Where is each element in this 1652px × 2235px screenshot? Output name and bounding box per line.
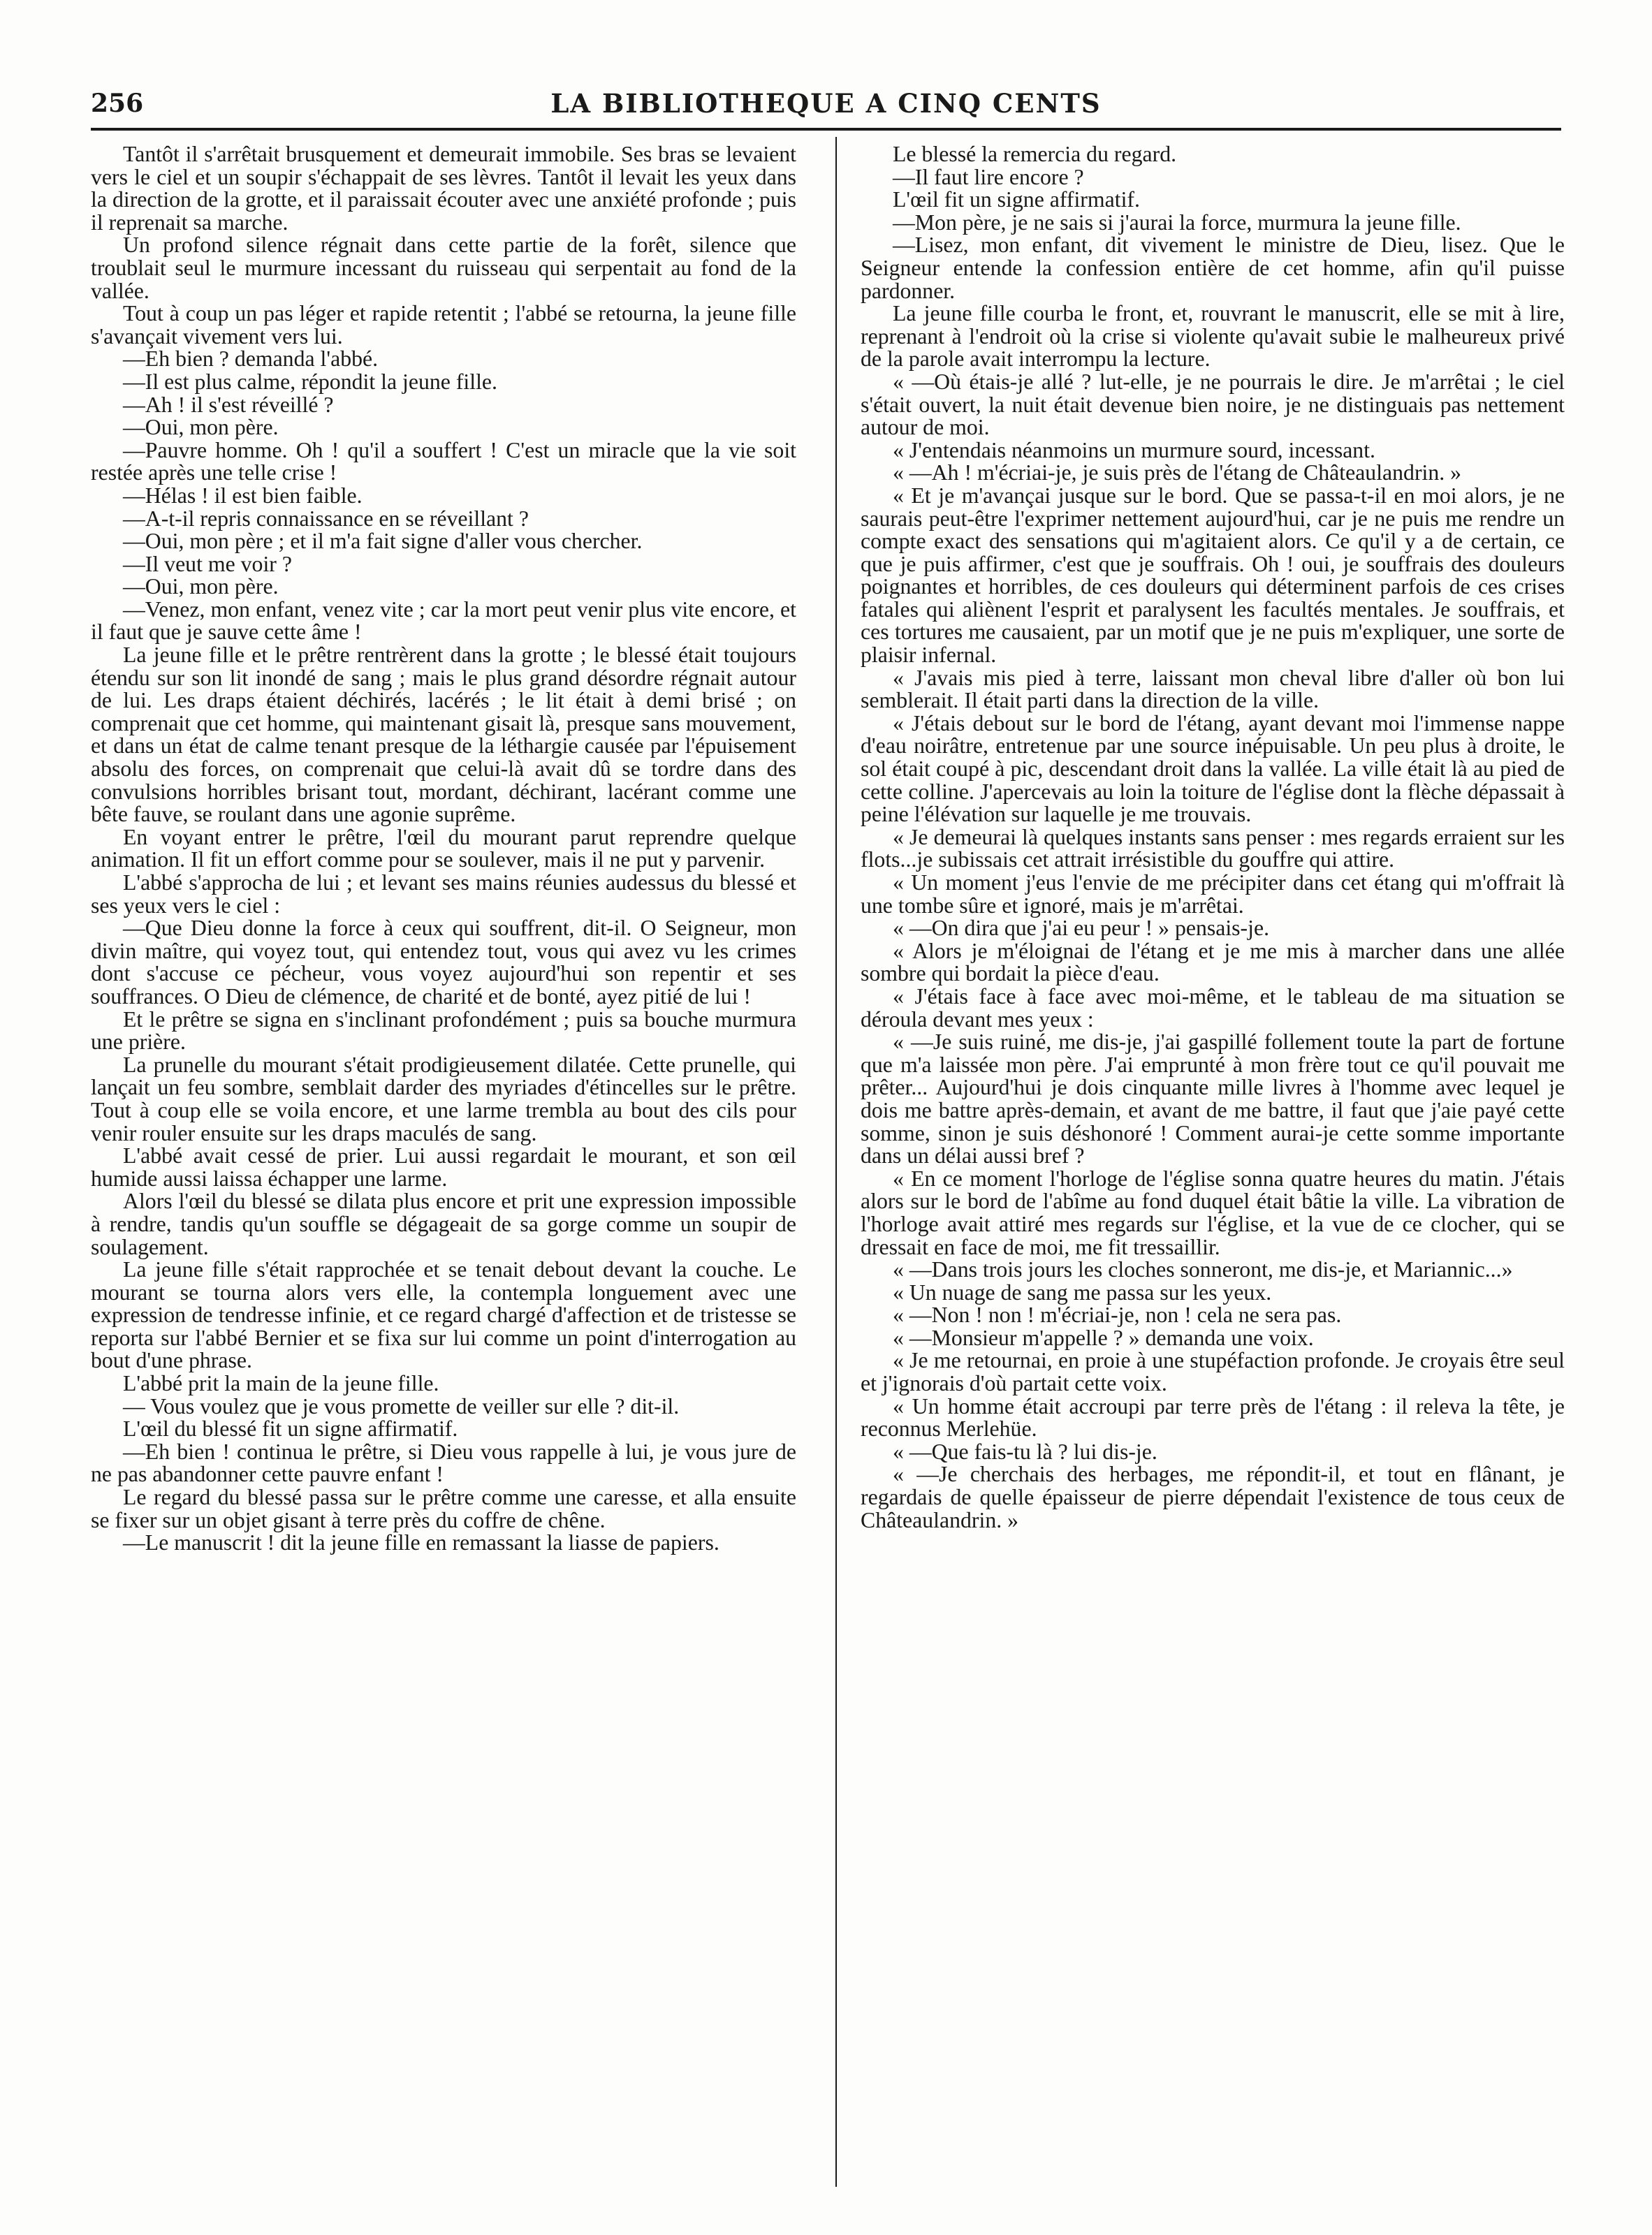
paragraph: « Un homme était accroupi par terre près de l'étang : il releva la tête, je reconnus Merlehüe. xyxy=(861,1393,1565,1442)
paragraph: L'abbé prit la main de la jeune fille. xyxy=(123,1371,439,1396)
paragraph: « —Dans trois jours les cloches sonneront, me dis-je, et Mariannic...» xyxy=(893,1257,1513,1282)
left-column xyxy=(91,143,796,2183)
paragraph: Le blessé la remercia du regard. xyxy=(893,143,1177,166)
paragraph: La prunelle du mourant s'était prodigieusement dilatée. Cette prunelle, qui lançait un feu sombre, semblait darder des myriades d'étincelles sur le prêtre. Tout à coup elle se voila encore, et une larme trembla au bout des cils pour venir rouler ensuite sur les draps maculés de sang. xyxy=(91,1052,796,1145)
paragraph: —Hélas ! il est bien faible. xyxy=(123,483,363,508)
paragraph: Tantôt il s'arrêtait brusquement et demeurait immobile. Ses bras se levaient vers le ciel et un soupir s'échappait de ses lèvres. Tantôt il levait les yeux dans la direction de la grotte, et il paraissait écouter avec une anxiété profonde ; puis il reprenait sa marche. xyxy=(91,143,796,235)
paragraph: « Alors je m'éloignai de l'étang et je me mis à marcher dans une allée sombre qui bordait la pièce d'eau. xyxy=(861,938,1565,986)
paragraph: « J'avais mis pied à terre, laissant mon cheval libre d'aller où bon lui semblerait. Il était parti dans la direction de la ville. xyxy=(861,665,1565,713)
paragraph: —Mon père, je ne sais si j'aurai la force, murmura la jeune fille. xyxy=(893,210,1461,235)
paragraph: —Il est plus calme, répondit la jeune fille. xyxy=(123,369,497,394)
paragraph: « Je demeurai là quelques instants sans penser : mes regards erraient sur les flots...je subissais cet attrait irrésistible du gouffre qui attire. xyxy=(861,824,1565,872)
paragraph: —Oui, mon père. xyxy=(123,415,279,440)
paragraph: « —Non ! non ! m'écriai-je, non ! cela ne sera pas. xyxy=(893,1303,1342,1328)
paragraph: « Et je m'avançai jusque sur le bord. Que se passa-t-il en moi alors, je ne saurais peut-être l'exprimer nettement aujourd'hui, car je ne puis me rendre un compte exact des sensations qui m'agitaient alors. Ce qu'il y a de certain, ce que je puis affirmer, c'est que je souffrais. Oh ! oui, je souffrais des douleurs poignantes et horribles, de ces douleurs qui déterminent parfois de ces crises fatales qui aliènent l'esprit et paralysent les facultés mentales. Je souffrais, et ces tortures me causaient, par un motif que je ne puis m'expliquer, une sorte de plaisir infernal. xyxy=(861,483,1565,668)
paragraph: —Ah ! il s'est réveillé ? xyxy=(123,392,334,417)
page-header xyxy=(91,82,1561,124)
paragraph: — Vous voulez que je vous promette de veiller sur elle ? dit-il. xyxy=(123,1393,680,1419)
paragraph: L'œil fit un signe affirmatif. xyxy=(893,187,1140,212)
paragraph: « —Ah ! m'écriai-je, je suis près de l'étang de Châteaulandrin. » xyxy=(893,460,1462,485)
page-number: 256 xyxy=(91,89,144,118)
paragraph: —Que Dieu donne la force à ceux qui souffrent, dit-il. O Seigneur, mon divin maître, qui voyez tout, qui entendez tout, vous qui avez vu les crimes dont s'accuse ce pécheur, vous voyez aujourd'hui son repentir et ses souffrances. O Dieu de clémence, de charité et de bonté, ayez pitié de lui ! xyxy=(91,916,796,1009)
paragraph: —Il veut me voir ? xyxy=(123,551,292,576)
paragraph: L'abbé s'approcha de lui ; et levant ses mains réunies audessus du blessé et ses yeux vers le ciel : xyxy=(91,870,796,918)
paragraph: —Oui, mon père. xyxy=(123,574,279,599)
paragraph: La jeune fille et le prêtre rentrèrent dans la grotte ; le blessé était toujours étendu sur son lit inondé de sang ; mais le plus grand désordre régnait autour de lui. Les draps étaient déchirés, lacérés ; le lit était à demi brisé ; on comprenait que cet homme, qui maintenant gisait là, presque sans mouvement, et dans un état de calme tenant presque de la léthargie causée par l'épuisement absolu des forces, on comprenait que celui-là avait dû se tordre dans des convulsions horribles brisant tout, mordant, déchirant, lacérant comme une bête fauve, se roulant dans une agonie suprême. xyxy=(91,643,796,827)
paragraph: « J'étais debout sur le bord de l'étang, ayant devant moi l'immense nappe d'eau noirâtre, entretenue par une source inépuisable. Un peu plus à droite, le sol était coupé à pic, descendant droit dans la vallée. La ville était là au pied de cette colline. J'apercevais au loin la toiture de l'église dont la flèche dépassait à peine l'élévation sur laquelle je me trouvais. xyxy=(861,710,1565,827)
paragraph: L'abbé avait cessé de prier. Lui aussi regardait le mourant, et son œil humide aussi laissa échapper une larme. xyxy=(91,1143,796,1191)
paragraph: Un profond silence régnait dans cette partie de la forêt, silence que troublait seul le murmure incessant du ruisseau qui serpentait au fond de la vallée. xyxy=(91,233,796,303)
column-divider xyxy=(835,137,837,2187)
paragraph: « J'entendais néanmoins un murmure sourd, incessant. xyxy=(893,437,1375,462)
paragraph: —Le manuscrit ! dit la jeune fille en remassant la liasse de papiers. xyxy=(123,1530,719,1555)
paragraph: « J'étais face à face avec moi-même, et le tableau de ma situation se déroula devant mes yeux : xyxy=(861,983,1565,1032)
running-title: LA BIBLIOTHEQUE A CINQ CENTS xyxy=(550,88,1102,119)
paragraph: —A-t-il repris connaissance en se réveillant ? xyxy=(123,506,529,531)
paragraph: « Un nuage de sang me passa sur les yeux. xyxy=(893,1280,1272,1305)
paragraph: « Je me retournai, en proie à une stupéfaction profonde. Je croyais être seul et j'ignorais d'où partait cette voix. xyxy=(861,1348,1565,1396)
paragraph: « —Où étais-je allé ? lut-elle, je ne pourrais le dire. Je m'arrêtai ; le ciel s'était ouvert, la nuit était devenue bien noire, je ne distinguais pas nettement autour de moi. xyxy=(861,369,1565,440)
paragraph: L'œil du blessé fit un signe affirmatif. xyxy=(123,1416,458,1442)
paragraph: —Eh bien ! continua le prêtre, si Dieu vous rappelle à lui, je vous jure de ne pas abandonner cette pauvre enfant ! xyxy=(91,1439,796,1487)
paragraph: « En ce moment l'horloge de l'église sonna quatre heures du matin. J'étais alors sur le bord de l'abîme au fond duquel était bâtie la ville. La vibration de l'horloge avait attiré mes regards sur l'église, et la vue de ce clocher, qui se dressait en face de moi, me fit tressaillir. xyxy=(861,1166,1565,1259)
paragraph: « —On dira que j'ai eu peur ! » pensais-je. xyxy=(893,916,1270,941)
paragraph: Alors l'œil du blessé se dilata plus encore et prit une expression impossible à rendre, tandis qu'un souffle se dégageait de sa gorge comme un soupir de soulagement. xyxy=(91,1189,796,1259)
paragraph: « —Que fais-tu là ? lui dis-je. xyxy=(893,1439,1157,1464)
paragraph: « —Monsieur m'appelle ? » demanda une voix. xyxy=(893,1325,1314,1350)
paragraph: —Il faut lire encore ? xyxy=(893,164,1084,189)
paragraph: —Venez, mon enfant, venez vite ; car la mort peut venir plus vite encore, et il faut que je sauve cette âme ! xyxy=(91,596,796,645)
paragraph: « —Je cherchais des herbages, me répondit-il, et tout en flânant, je regardais de quelle épaisseur de pierre dépendait l'existence de tous ceux de Châteaulandrin. » xyxy=(861,1462,1565,1532)
paragraph: La jeune fille courba le front, et, rouvrant le manuscrit, elle se mit à lire, reprenant à l'endroit où la crise si violente qu'avait subie le malheureux privé de la parole avait interrompu la lecture. xyxy=(861,301,1565,372)
paragraph: —Pauvre homme. Oh ! qu'il a souffert ! C'est un miracle que la vie soit restée après une telle crise ! xyxy=(91,437,796,485)
paragraph: Et le prêtre se signa en s'inclinant profondément ; puis sa bouche murmura une prière. xyxy=(91,1006,796,1055)
paragraph: « Un moment j'eus l'envie de me précipiter dans cet étang qui m'offrait là une tombe sûre et ignoré, mais je m'arrêtai. xyxy=(861,870,1565,918)
paragraph: —Eh bien ? demanda l'abbé. xyxy=(123,346,379,372)
paragraph: En voyant entrer le prêtre, l'œil du mourant parut reprendre quelque animation. Il fit un effort comme pour se soulever, mais il ne put y parvenir. xyxy=(91,824,796,872)
paragraph: La jeune fille s'était rapprochée et se tenait debout devant la couche. Le mourant se tourna alors vers elle, la contempla longuement avec une expression de tendresse infinie, et ce regard chargé d'affection et de tristesse se reporta sur l'abbé Bernier et se fixa sur lui comme un point d'interrogation au bout d'une phrase. xyxy=(91,1257,796,1373)
paragraph: Le regard du blessé passa sur le prêtre comme une caresse, et alla ensuite se fixer sur un objet gisant à terre près du coffre de chêne. xyxy=(91,1485,796,1532)
paragraph: Tout à coup un pas léger et rapide retentit ; l'abbé se retourna, la jeune fille s'avançait vivement vers lui. xyxy=(91,301,796,349)
header-rule xyxy=(91,128,1561,131)
paragraph: « —Je suis ruiné, me dis-je, j'ai gaspillé follement toute la part de fortune que m'a laissée mon père. J'ai emprunté à mon frère tout ce qu'il pouvait me prêter... Aujourd'hui je dois cinquante mille livres à l'homme avec lequel je dois me battre après-demain, et avant de me battre, il faut que j'aie payé cette somme, sinon je suis déshonoré ! Comment aurai-je cette somme importante dans un délai aussi bref ? xyxy=(861,1029,1565,1168)
right-column xyxy=(861,143,1565,2183)
paragraph: —Lisez, mon enfant, dit vivement le ministre de Dieu, lisez. Que le Seigneur entende la confession entière de cet homme, afin qu'il puisse pardonner. xyxy=(861,233,1565,303)
paragraph: —Oui, mon père ; et il m'a fait signe d'aller vous chercher. xyxy=(123,529,643,554)
